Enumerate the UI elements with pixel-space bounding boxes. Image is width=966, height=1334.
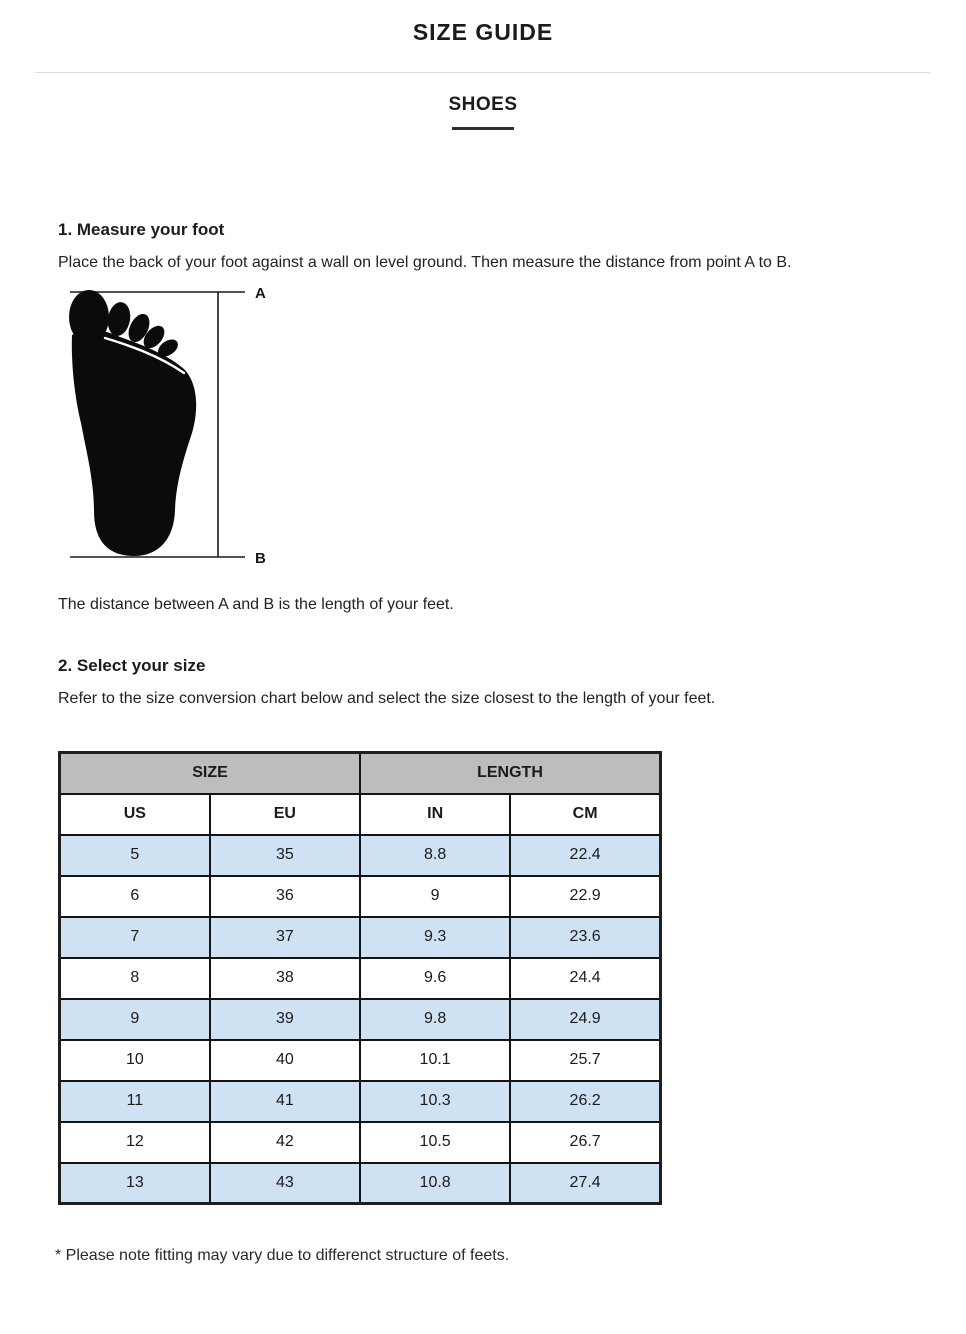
category-title: SHOES xyxy=(448,94,518,115)
table-cell: 41 xyxy=(210,1081,360,1122)
category-underline xyxy=(452,127,514,130)
table-cell: 10 xyxy=(60,1040,210,1081)
col-header-cm: CM xyxy=(510,794,660,835)
size-table-body xyxy=(60,835,661,1204)
header-divider xyxy=(35,72,931,73)
col-header-eu: EU xyxy=(210,794,360,835)
table-cell: 9.8 xyxy=(360,999,510,1040)
table-cell: 38 xyxy=(210,958,360,999)
figure-caption: The distance between A and B is the length of your feet. xyxy=(58,596,454,613)
table-row xyxy=(60,835,661,876)
step2-heading: 2. Select your size xyxy=(58,656,206,675)
table-cell: 42 xyxy=(210,1122,360,1163)
col-header-us: US xyxy=(60,794,210,835)
length-group-header: LENGTH xyxy=(360,753,661,794)
table-row xyxy=(60,1040,661,1081)
table-cell: 10.1 xyxy=(360,1040,510,1081)
label-b: B xyxy=(255,550,266,567)
table-cell: 22.4 xyxy=(510,835,660,876)
table-cell: 26.2 xyxy=(510,1081,660,1122)
label-a: A xyxy=(255,285,266,302)
table-cell: 8.8 xyxy=(360,835,510,876)
table-row xyxy=(60,876,661,917)
table-cell: 9 xyxy=(360,876,510,917)
table-cell: 12 xyxy=(60,1122,210,1163)
table-cell: 39 xyxy=(210,999,360,1040)
table-cell: 25.7 xyxy=(510,1040,660,1081)
table-cell: 9 xyxy=(60,999,210,1040)
table-cell: 10.5 xyxy=(360,1122,510,1163)
table-cell: 40 xyxy=(210,1040,360,1081)
table-cell: 24.9 xyxy=(510,999,660,1040)
table-cell: 13 xyxy=(60,1163,210,1204)
table-cell: 26.7 xyxy=(510,1122,660,1163)
table-cell: 10.3 xyxy=(360,1081,510,1122)
table-cell: 9.3 xyxy=(360,917,510,958)
size-group-header: SIZE xyxy=(60,753,361,794)
table-row xyxy=(60,917,661,958)
foot-silhouette xyxy=(69,290,196,556)
table-cell: 24.4 xyxy=(510,958,660,999)
step2-instructions: Refer to the size conversion chart below and select the size closest to the length of your feet. xyxy=(58,690,716,707)
table-cell: 11 xyxy=(60,1081,210,1122)
table-row xyxy=(60,958,661,999)
table-cell: 35 xyxy=(210,835,360,876)
size-conversion-table xyxy=(58,751,662,1205)
table-cell: 6 xyxy=(60,876,210,917)
table-cell: 43 xyxy=(210,1163,360,1204)
table-cell: 23.6 xyxy=(510,917,660,958)
table-row xyxy=(60,1163,661,1204)
table-cell: 22.9 xyxy=(510,876,660,917)
page-title: SIZE GUIDE xyxy=(412,19,554,45)
foot-measurement-diagram xyxy=(58,285,288,570)
col-header-in: IN xyxy=(360,794,510,835)
table-cell: 8 xyxy=(60,958,210,999)
step1-instructions: Place the back of your foot against a wall on level ground. Then measure the distance from point A to B. xyxy=(58,254,792,271)
table-row xyxy=(60,1122,661,1163)
group-header-row xyxy=(60,753,661,794)
table-row xyxy=(60,999,661,1040)
table-cell: 9.6 xyxy=(360,958,510,999)
table-row xyxy=(60,1081,661,1122)
table-cell: 7 xyxy=(60,917,210,958)
table-cell: 10.8 xyxy=(360,1163,510,1204)
table-cell: 27.4 xyxy=(510,1163,660,1204)
step1-heading: 1. Measure your foot xyxy=(58,220,225,239)
fitting-note: * Please note fitting may vary due to differenct structure of feets. xyxy=(55,1247,510,1264)
table-cell: 37 xyxy=(210,917,360,958)
column-header-row xyxy=(60,794,661,835)
table-cell: 5 xyxy=(60,835,210,876)
table-cell: 36 xyxy=(210,876,360,917)
content-area xyxy=(0,220,966,1265)
